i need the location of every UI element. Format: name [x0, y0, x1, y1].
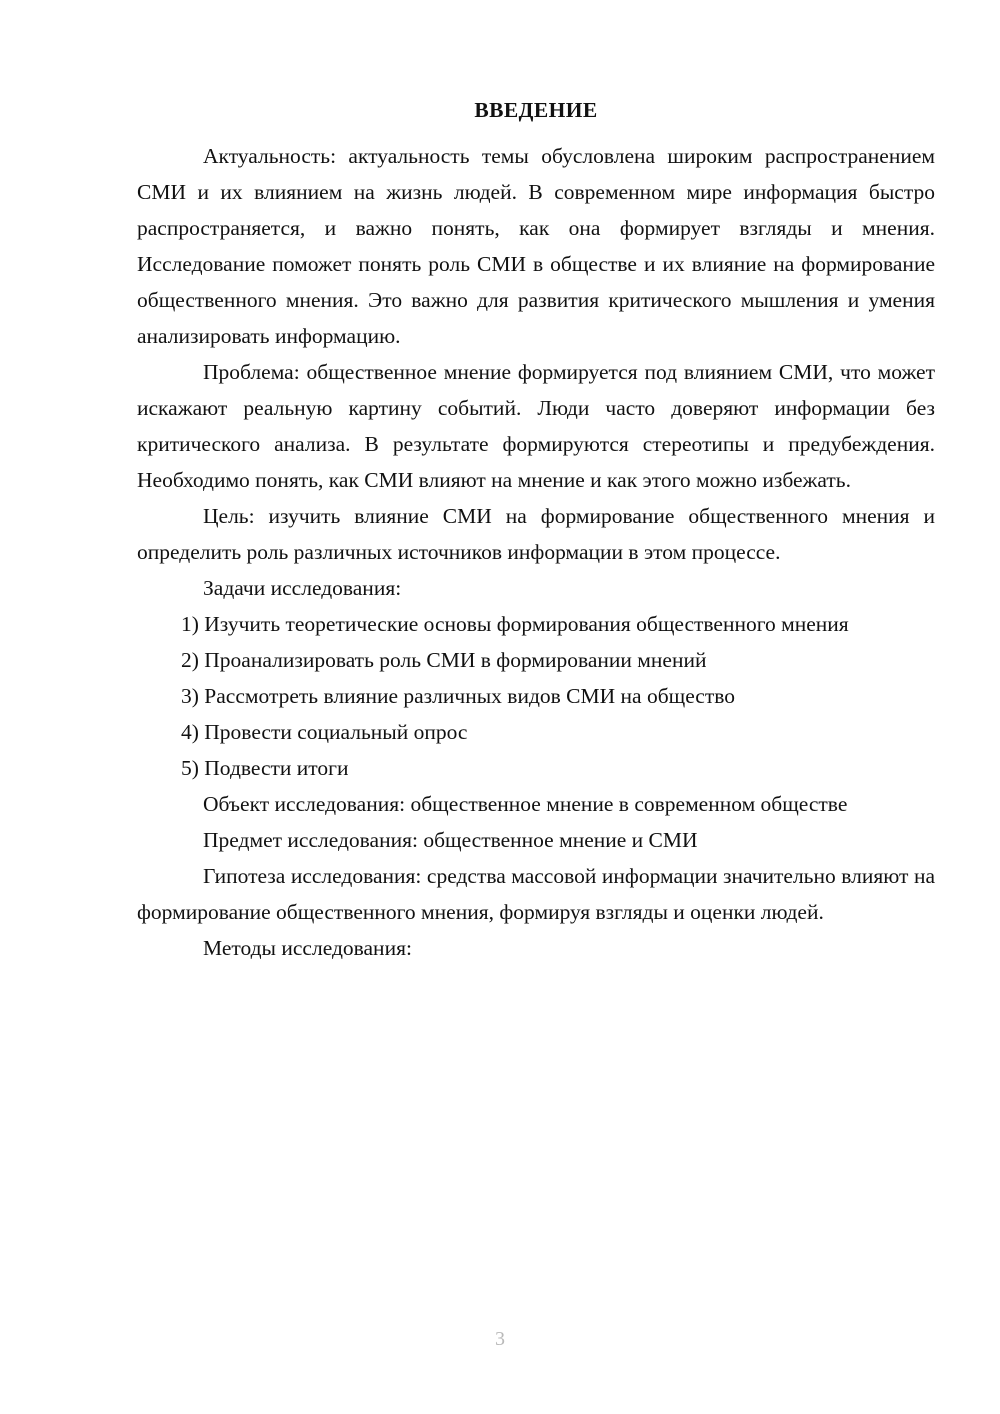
heading-tasks: Задачи исследования:: [203, 576, 402, 600]
task-item-2: 2) Проанализировать роль СМИ в формировании мнений: [181, 648, 707, 672]
paragraph-goal: Цель: изучить влияние СМИ на формирование общественного мнения и определить роль различных источников информации в этом процессе.: [137, 504, 935, 564]
paragraph-relevance: Актуальность: актуальность темы обусловлена широким распространением СМИ и их влиянием на жизнь людей. В современном мире информация быстро распространяется, и важно понять, как она формирует взгляды и мнения. Исследование поможет понять роль СМИ в обществе и их влияние на формирование общественного мнения. Это важно для развития критического мышления и умения анализировать информацию.: [137, 144, 935, 348]
paragraph-subject: Предмет исследования: общественное мнение и СМИ: [203, 828, 698, 852]
task-item-4: 4) Провести социальный опрос: [181, 720, 468, 744]
page-title: ВВЕДЕНИЕ: [474, 98, 598, 122]
document-blocks: [137, 138, 935, 966]
heading-methods: Методы исследования:: [203, 936, 412, 960]
paragraph-hypothesis: Гипотеза исследования: средства массовой информации значительно влияют на формирование общественного мнения, формируя взгляды и оценки людей.: [137, 864, 935, 924]
page-number: 3: [495, 1328, 505, 1350]
task-item-1: 1) Изучить теоретические основы формирования общественного мнения: [181, 612, 849, 636]
paragraph-problem: Проблема: общественное мнение формируется под влиянием СМИ, что может искажают реальную картину событий. Люди часто доверяют информации без критического анализа. В результате формируются стереотипы и предубеждения. Необходимо понять, как СМИ влияют на мнение и как этого можно избежать.: [137, 360, 935, 492]
document-body: [137, 92, 935, 966]
task-item-5: 5) Подвести итоги: [181, 756, 349, 780]
task-item-3: 3) Рассмотреть влияние различных видов СМИ на общество: [181, 684, 735, 708]
paragraph-object: Объект исследования: общественное мнение в современном обществе: [203, 792, 848, 816]
